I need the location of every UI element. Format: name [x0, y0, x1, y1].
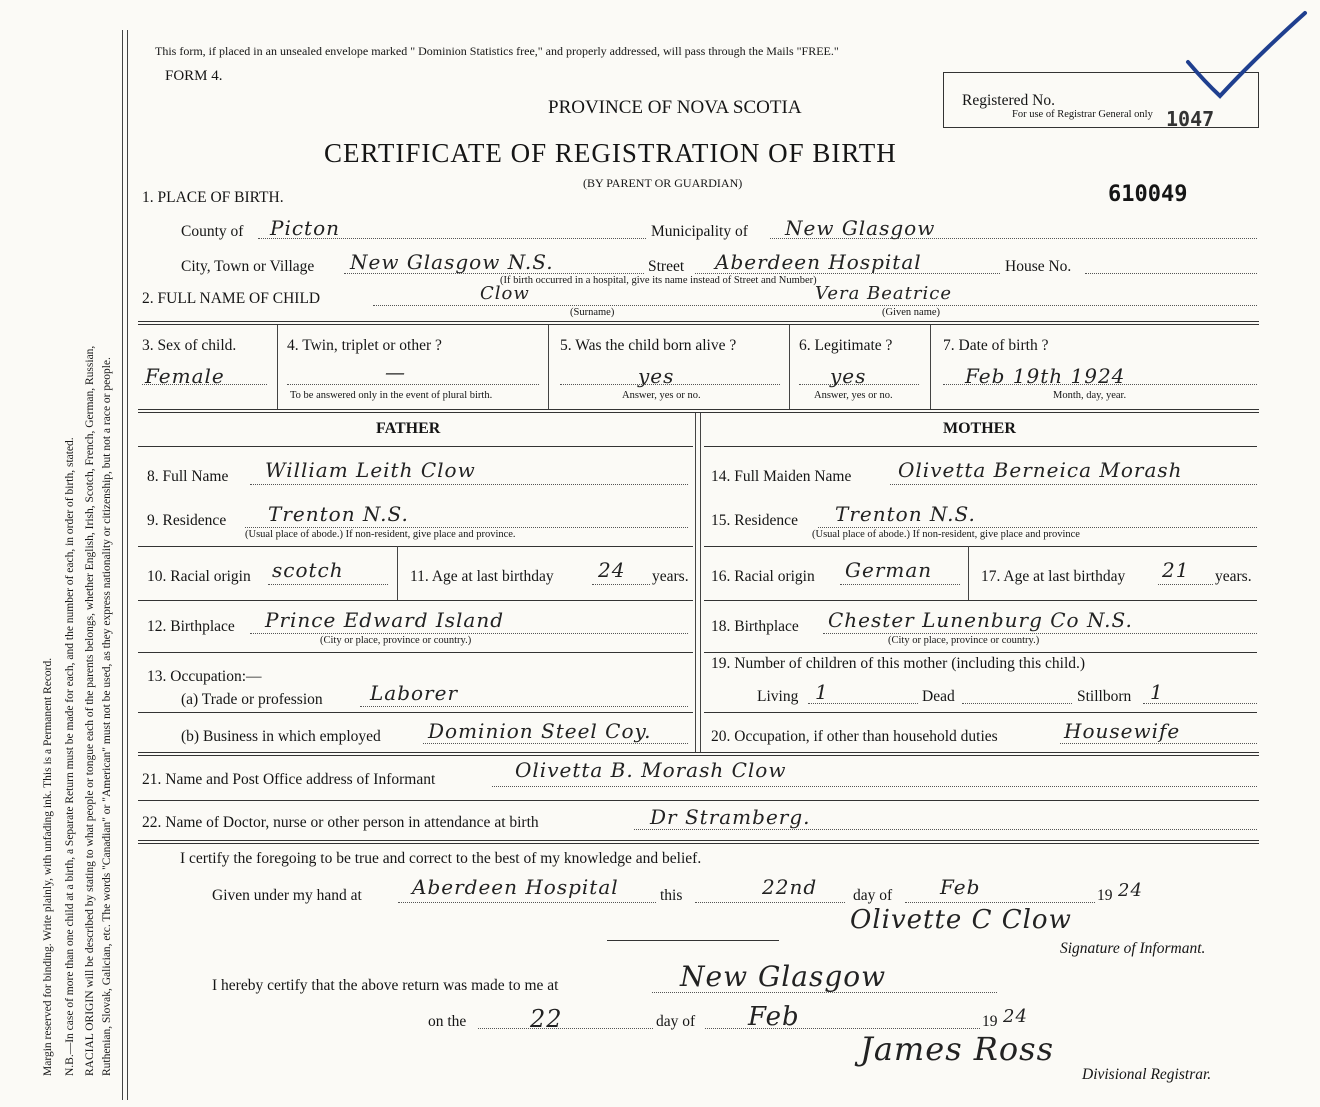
father-heading: FATHER — [376, 420, 441, 437]
mother-children-label: 19. Number of children of this mother (including this child.) — [711, 655, 1086, 672]
mother-occupation-value: Housewife — [1064, 719, 1181, 743]
certificate-title: CERTIFICATE OF REGISTRATION OF BIRTH — [324, 138, 897, 168]
dob-label: 7. Date of birth ? — [943, 337, 1049, 354]
certify-statement: I certify the foregoing to be true and correct to the best of my knowledge and belief. — [180, 850, 702, 867]
mother-name-value: Olivetta Berneica Morash — [898, 458, 1183, 482]
mail-notice: This form, if placed in an unsealed envelope marked " Dominion Statistics free," and properly addressed, will pass through the Mails "FREE." — [155, 44, 839, 58]
mother-age-value: 21 — [1162, 558, 1190, 582]
city-value: New Glasgow N.S. — [350, 250, 554, 274]
dob-value: Feb 19th 1924 — [965, 364, 1126, 388]
margin-rule — [122, 30, 123, 1100]
father-age-value: 24 — [598, 558, 626, 582]
dob-note: Month, day, year. — [1053, 390, 1127, 401]
father-occupation-label: 13. Occupation:— — [147, 668, 262, 685]
province-heading: PROVINCE OF NOVA SCOTIA — [548, 97, 802, 118]
margin-rule-inner — [127, 30, 128, 1100]
stillborn-label: Stillborn — [1077, 688, 1132, 705]
twin-note: To be answered only in the event of plural birth. — [290, 390, 493, 401]
return-year-prefix: 19 — [982, 1013, 998, 1030]
father-name-label: 8. Full Name — [147, 468, 229, 485]
mother-birthplace-value: Chester Lunenburg Co N.S. — [828, 608, 1133, 632]
margin-note-racial-origin: RACIAL ORIGIN will be described by stating to what people or tongue each of the parents belongs, whether English, Irish, Scotch, French, German, Russian, — [84, 345, 96, 1076]
certificate-subtitle: (BY PARENT OR GUARDIAN) — [583, 176, 743, 190]
registered-number-note: For use of Registrar General only — [1012, 109, 1153, 120]
mother-racial-label: 16. Racial origin — [711, 568, 815, 585]
street-label: Street — [648, 258, 685, 275]
mother-birthplace-note: (City or place, province or country.) — [888, 635, 1040, 646]
given-name-caption: (Given name) — [882, 307, 941, 318]
return-day-of-label: day of — [656, 1013, 696, 1030]
child-surname: Clow — [480, 283, 530, 304]
doctor-value: Dr Stramberg. — [650, 805, 811, 829]
mother-birthplace-label: 18. Birthplace — [711, 618, 799, 635]
legitimate-note: Answer, yes or no. — [814, 390, 893, 401]
return-place-value: New Glasgow — [680, 960, 887, 993]
father-trade-label: (a) Trade or profession — [181, 691, 323, 708]
father-trade-value: Laborer — [370, 681, 459, 705]
father-business-label: (b) Business in which employed — [181, 728, 381, 745]
this-label: this — [660, 887, 683, 904]
margin-note-racial-origin-cont: Ruthenian, Slovak, Galician, etc. The words "Canadian" or "American" must not be used, as they express nationality or citizenship, but not a race or people. — [101, 357, 113, 1076]
mother-residence-value: Trenton N.S. — [835, 502, 976, 526]
father-business-value: Dominion Steel Coy. — [428, 719, 652, 743]
sex-label: 3. Sex of child. — [142, 337, 237, 354]
place-of-birth-heading: 1. PLACE OF BIRTH. — [142, 189, 284, 206]
registered-number-value: 1047 — [1166, 107, 1215, 131]
legitimate-label: 6. Legitimate ? — [799, 337, 893, 354]
father-age-label: 11. Age at last birthday — [410, 568, 554, 585]
father-racial-value: scotch — [272, 558, 344, 582]
informant-signature: Olivette C Clow — [850, 905, 1072, 935]
twin-value: — — [385, 360, 406, 384]
mother-residence-label: 15. Residence — [711, 512, 798, 529]
stamp-number: 610049 — [1108, 182, 1188, 207]
given-place-value: Aberdeen Hospital — [412, 875, 619, 899]
living-label: Living — [757, 688, 799, 705]
child-given-name: Vera Beatrice — [815, 283, 952, 304]
father-birthplace-label: 12. Birthplace — [147, 618, 235, 635]
given-year-suffix: 24 — [1118, 880, 1143, 901]
form-number: FORM 4. — [165, 68, 223, 84]
given-day-of-label: day of — [853, 887, 893, 904]
stillborn-value: 1 — [1150, 680, 1164, 704]
mother-heading: MOTHER — [943, 420, 1016, 437]
father-racial-label: 10. Racial origin — [147, 568, 251, 585]
sex-value: Female — [145, 364, 225, 388]
born-alive-label: 5. Was the child born alive ? — [560, 337, 737, 354]
child-name-label: 2. FULL NAME OF CHILD — [142, 290, 321, 307]
father-birthplace-value: Prince Edward Island — [265, 608, 505, 632]
mother-racial-value: German — [845, 558, 933, 582]
given-month-value: Feb — [940, 875, 981, 899]
legitimate-value: yes — [830, 364, 867, 388]
hospital-note: (If birth occurred in a hospital, give its name instead of Street and Number) — [500, 275, 817, 286]
margin-note-multiple-births: N.B.—In case of more than one child at a birth, a Separate Return must be made for each, and the number of each, in order of birth, stated. — [64, 437, 76, 1076]
father-residence-value: Trenton N.S. — [268, 502, 409, 526]
street-value: Aberdeen Hospital — [715, 250, 922, 274]
registrar-signature: James Ross — [860, 1030, 1054, 1068]
county-value: Picton — [270, 216, 341, 240]
registered-number-label: Registered No. — [962, 92, 1055, 109]
house-number-label: House No. — [1005, 258, 1072, 275]
dead-label: Dead — [922, 688, 955, 705]
born-alive-note: Answer, yes or no. — [622, 390, 701, 401]
city-label: City, Town or Village — [181, 258, 315, 275]
margin-note-binding: Margin reserved for binding. Write plainly, with unfading ink. This is a Permanent Record. — [42, 657, 54, 1076]
return-day-value: 22 — [530, 1005, 563, 1033]
father-name-value: William Leith Clow — [265, 458, 476, 482]
given-day-value: 22nd — [762, 875, 818, 899]
given-year-prefix: 19 — [1097, 887, 1113, 904]
informant-label: 21. Name and Post Office address of Informant — [142, 771, 436, 788]
municipality-value: New Glasgow — [785, 216, 936, 240]
county-label: County of — [181, 223, 244, 240]
born-alive-value: yes — [638, 364, 675, 388]
doctor-label: 22. Name of Doctor, nurse or other person in attendance at birth — [142, 814, 539, 831]
informant-value: Olivetta B. Morash Clow — [515, 758, 787, 782]
on-the-label: on the — [428, 1013, 467, 1030]
checkmark-icon — [1185, 10, 1310, 105]
informant-signature-caption: Signature of Informant. — [1060, 940, 1206, 957]
mother-age-label: 17. Age at last birthday — [981, 568, 1126, 585]
mother-name-label: 14. Full Maiden Name — [711, 468, 852, 485]
return-month-value: Feb — [748, 1002, 800, 1032]
living-value: 1 — [815, 680, 829, 704]
father-years-label: years. — [652, 568, 689, 585]
return-made-label: I hereby certify that the above return was made to me at — [212, 977, 559, 994]
mother-years-label: years. — [1215, 568, 1252, 585]
surname-caption: (Surname) — [570, 307, 615, 318]
registrar-caption: Divisional Registrar. — [1082, 1066, 1212, 1083]
return-year-suffix: 24 — [1003, 1006, 1028, 1027]
given-under-label: Given under my hand at — [212, 887, 362, 904]
twin-label: 4. Twin, triplet or other ? — [287, 337, 442, 354]
municipality-label: Municipality of — [651, 223, 748, 240]
mother-residence-note: (Usual place of abode.) If non-resident, give place and province — [812, 529, 1080, 540]
father-residence-note: (Usual place of abode.) If non-resident, give place and province. — [245, 529, 516, 540]
mother-occupation-label: 20. Occupation, if other than household duties — [711, 728, 998, 745]
father-residence-label: 9. Residence — [147, 512, 227, 529]
father-birthplace-note: (City or place, province or country.) — [320, 635, 472, 646]
